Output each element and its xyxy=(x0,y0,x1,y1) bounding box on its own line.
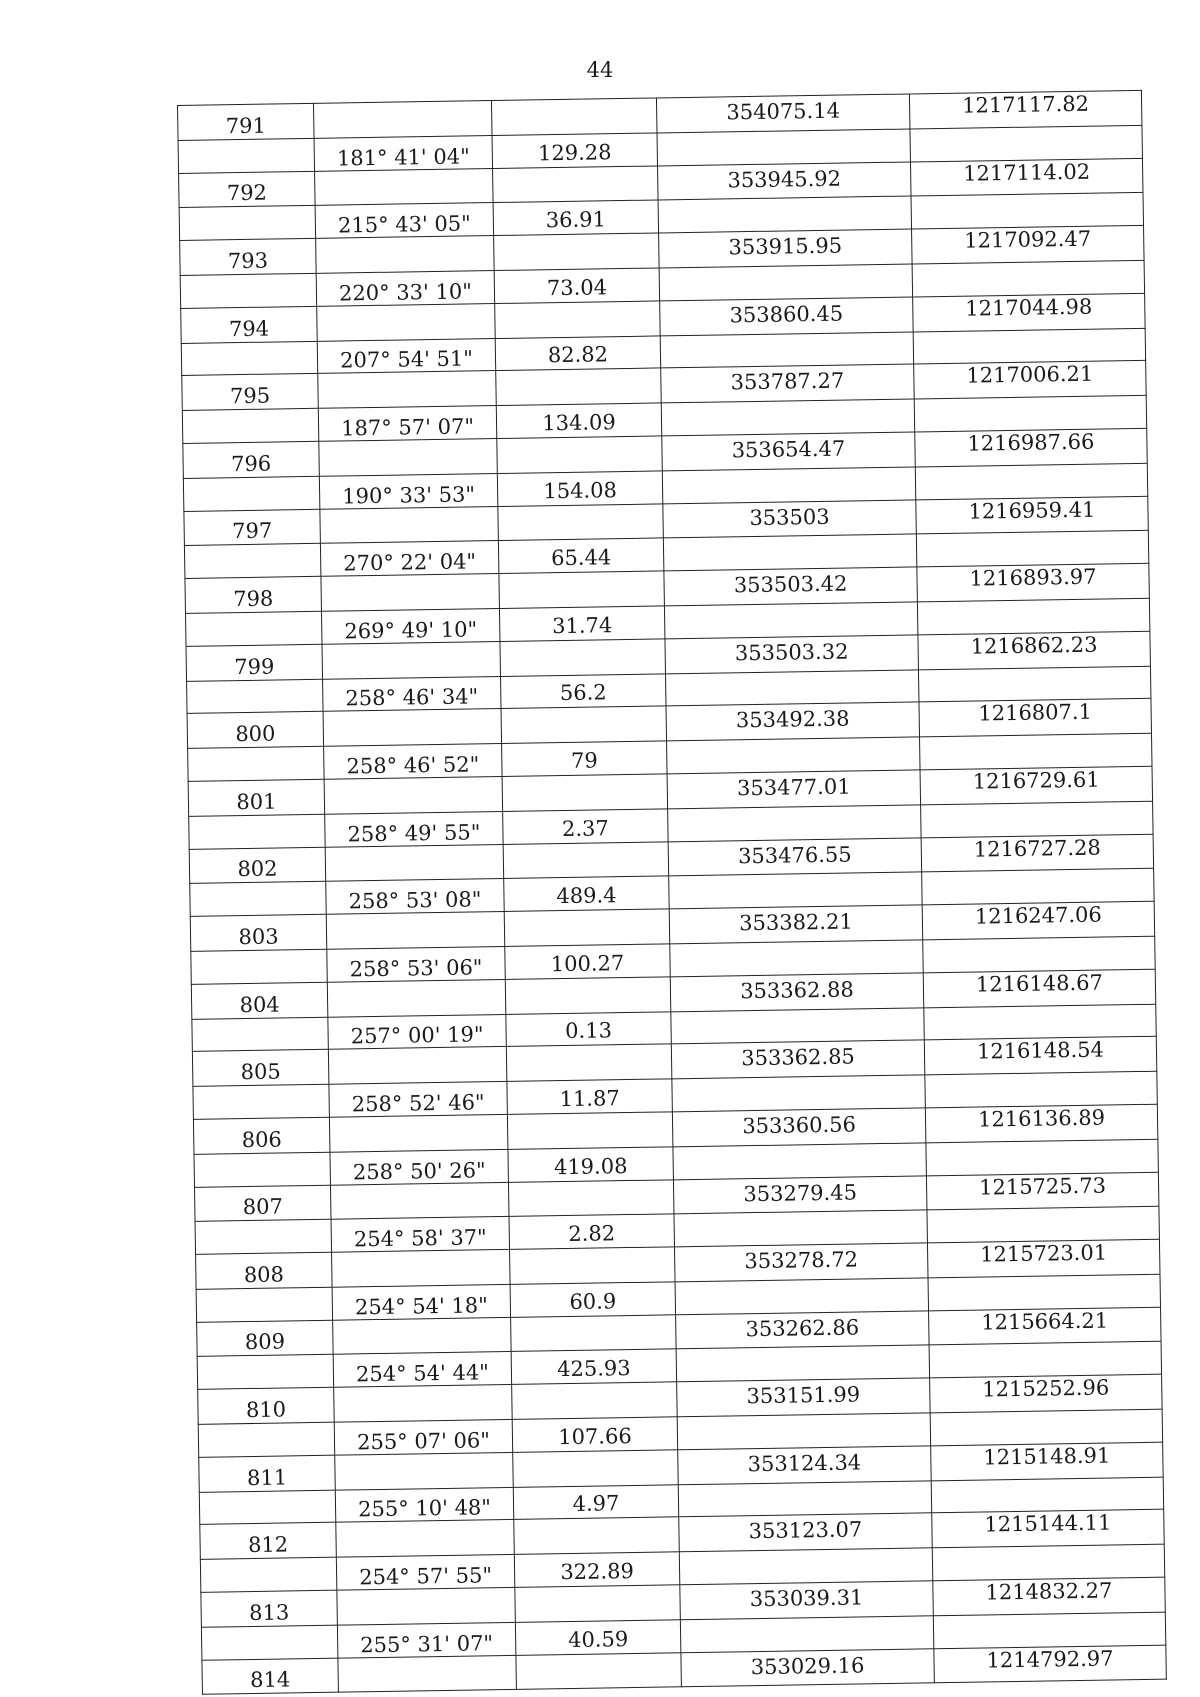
northing-value: 353476.55 xyxy=(668,837,922,876)
point-id: 804 xyxy=(191,982,328,1019)
distance-value: 73.04 xyxy=(494,268,659,303)
northing-value: 353362.88 xyxy=(670,973,924,1012)
bearing-value: 190° 33' 53" xyxy=(319,473,497,509)
empty-cell xyxy=(931,1477,1163,1513)
empty-cell xyxy=(672,1075,925,1112)
empty-cell xyxy=(329,1114,508,1152)
empty-cell xyxy=(317,303,496,341)
empty-cell xyxy=(502,774,668,811)
point-id: 808 xyxy=(196,1252,333,1289)
point-id: 806 xyxy=(193,1117,330,1154)
northing-value: 353262.86 xyxy=(676,1311,930,1350)
point-id: 803 xyxy=(190,914,327,951)
empty-cell xyxy=(506,1044,672,1081)
empty-cell xyxy=(927,1207,1159,1243)
northing-value: 353278.72 xyxy=(674,1243,928,1282)
empty-cell xyxy=(183,476,319,511)
easting-value: 1216729.61 xyxy=(920,766,1153,804)
easting-value: 1216727.28 xyxy=(921,834,1154,872)
distance-value: 0.13 xyxy=(506,1011,671,1046)
empty-cell xyxy=(670,940,923,977)
distance-value: 154.08 xyxy=(497,471,662,506)
empty-cell xyxy=(504,909,670,946)
easting-value: 1215144.11 xyxy=(932,1510,1165,1548)
empty-cell xyxy=(184,544,320,579)
empty-cell xyxy=(508,1179,674,1216)
bearing-value: 255° 31' 07" xyxy=(337,1622,515,1658)
empty-cell xyxy=(178,138,314,173)
empty-cell xyxy=(332,1250,511,1288)
easting-value: 1217044.98 xyxy=(913,293,1146,331)
empty-cell xyxy=(513,1450,679,1487)
northing-value: 354075.14 xyxy=(656,94,910,133)
northing-value: 353860.45 xyxy=(660,297,914,336)
distance-value: 31.74 xyxy=(499,606,664,641)
empty-cell xyxy=(921,801,1153,837)
bearing-value: 258° 52' 46" xyxy=(329,1082,507,1118)
coordinate-table xyxy=(177,90,1167,1695)
empty-cell xyxy=(917,598,1149,634)
empty-cell xyxy=(915,463,1147,499)
empty-cell xyxy=(200,1557,336,1592)
point-id: 795 xyxy=(182,374,319,411)
empty-cell xyxy=(507,1112,673,1149)
northing-value: 353654.47 xyxy=(662,432,916,471)
bearing-value: 258° 53' 06" xyxy=(327,946,505,982)
empty-cell xyxy=(930,1409,1162,1445)
bearing-value: 254° 54' 44" xyxy=(333,1352,511,1388)
northing-value: 353382.21 xyxy=(669,905,923,944)
easting-value: 1216959.41 xyxy=(916,496,1149,534)
point-id: 811 xyxy=(199,1455,336,1492)
northing-value: 353123.07 xyxy=(679,1513,933,1552)
point-id: 796 xyxy=(183,441,320,478)
distance-value: 425.93 xyxy=(511,1349,676,1384)
distance-value: 82.82 xyxy=(495,336,660,371)
empty-cell xyxy=(498,503,664,540)
empty-cell xyxy=(505,977,671,1014)
empty-cell xyxy=(337,1587,516,1625)
empty-cell xyxy=(318,371,497,409)
easting-value: 1214832.27 xyxy=(933,1577,1166,1615)
bearing-value: 254° 54' 18" xyxy=(332,1284,510,1320)
easting-value: 1217006.21 xyxy=(914,361,1147,399)
easting-value: 1216148.67 xyxy=(923,969,1156,1007)
empty-cell xyxy=(668,805,921,842)
empty-cell xyxy=(336,1520,515,1558)
bearing-value: 269° 49' 10" xyxy=(321,608,499,644)
empty-cell xyxy=(676,1345,929,1382)
northing-value: 353360.56 xyxy=(672,1108,926,1147)
northing-value: 353503.42 xyxy=(664,567,918,606)
northing-value: 353945.92 xyxy=(658,162,912,201)
empty-cell xyxy=(499,571,665,608)
empty-cell xyxy=(662,467,915,504)
bearing-value: 254° 58' 37" xyxy=(331,1217,509,1253)
northing-value: 353492.38 xyxy=(666,702,920,741)
bearing-value: 254° 57' 55" xyxy=(336,1555,514,1591)
empty-cell xyxy=(680,1616,933,1653)
empty-cell xyxy=(677,1413,930,1450)
easting-value: 1217114.02 xyxy=(910,158,1143,196)
easting-value: 1216136.89 xyxy=(925,1104,1158,1142)
distance-value: 129.28 xyxy=(492,133,657,168)
empty-cell xyxy=(657,129,910,166)
empty-cell xyxy=(503,841,669,878)
empty-cell xyxy=(325,844,504,882)
empty-cell xyxy=(924,1004,1156,1040)
easting-value: 1214792.97 xyxy=(934,1645,1167,1683)
empty-cell xyxy=(515,1585,681,1622)
empty-cell xyxy=(501,706,667,743)
northing-value: 353039.31 xyxy=(680,1581,934,1620)
distance-value: 2.82 xyxy=(509,1214,674,1249)
empty-cell xyxy=(916,531,1148,567)
empty-cell xyxy=(335,1452,514,1490)
empty-cell xyxy=(315,168,494,206)
easting-value: 1217117.82 xyxy=(909,90,1142,128)
empty-cell xyxy=(497,436,663,473)
point-id: 801 xyxy=(188,779,325,816)
empty-cell xyxy=(926,1139,1158,1175)
distance-value: 40.59 xyxy=(515,1620,680,1655)
empty-cell xyxy=(510,1247,676,1284)
empty-cell xyxy=(493,166,659,203)
empty-cell xyxy=(674,1210,927,1247)
empty-cell xyxy=(932,1544,1164,1580)
empty-cell xyxy=(199,1490,335,1525)
empty-cell xyxy=(334,1385,513,1423)
empty-cell xyxy=(659,264,912,301)
empty-cell xyxy=(321,574,500,612)
empty-cell xyxy=(912,260,1144,296)
distance-value: 11.87 xyxy=(507,1079,672,1114)
bearing-value: 207° 54' 51" xyxy=(317,338,495,374)
northing-value: 353503.32 xyxy=(665,635,919,674)
empty-cell xyxy=(182,408,318,443)
empty-cell xyxy=(338,1655,517,1693)
easting-value: 1217092.47 xyxy=(912,226,1145,264)
bearing-value: 258° 53' 08" xyxy=(326,879,504,915)
bearing-value: 257° 00' 19" xyxy=(328,1014,506,1050)
northing-value: 353503 xyxy=(663,500,917,539)
distance-value: 36.91 xyxy=(493,200,658,235)
empty-cell xyxy=(514,1517,680,1554)
distance-value: 489.4 xyxy=(504,876,669,911)
empty-cell xyxy=(322,641,501,679)
distance-value: 56.2 xyxy=(501,673,666,708)
empty-cell xyxy=(326,912,505,950)
empty-cell xyxy=(180,273,316,308)
bearing-value: 258° 46' 34" xyxy=(323,676,501,712)
empty-cell xyxy=(194,1152,330,1187)
point-id: 792 xyxy=(179,171,316,208)
point-id: 797 xyxy=(184,509,321,546)
empty-cell xyxy=(324,776,503,814)
empty-cell xyxy=(195,1220,331,1255)
empty-cell xyxy=(910,125,1142,161)
empty-cell xyxy=(918,666,1150,702)
empty-cell xyxy=(664,602,917,639)
empty-cell xyxy=(191,949,327,984)
empty-cell xyxy=(673,1143,926,1180)
empty-cell xyxy=(658,196,911,233)
distance-value: 2.37 xyxy=(503,809,668,844)
northing-value: 353915.95 xyxy=(659,229,913,268)
distance-value: 65.44 xyxy=(498,538,663,573)
empty-cell xyxy=(928,1274,1160,1310)
empty-cell xyxy=(197,1355,333,1390)
easting-value: 1216987.66 xyxy=(915,428,1148,466)
easting-value: 1215723.01 xyxy=(927,1239,1160,1277)
point-id: 793 xyxy=(180,239,317,276)
empty-cell xyxy=(667,737,920,774)
page-number: 44 xyxy=(586,58,614,82)
distance-value: 419.08 xyxy=(508,1147,673,1182)
easting-value: 1215252.96 xyxy=(930,1374,1163,1412)
empty-cell xyxy=(516,1652,682,1689)
distance-value: 100.27 xyxy=(505,944,670,979)
distance-value: 322.89 xyxy=(514,1552,679,1587)
distance-value: 60.9 xyxy=(510,1282,675,1317)
bearing-value: 258° 50' 26" xyxy=(330,1149,508,1185)
empty-cell xyxy=(933,1612,1165,1648)
point-id: 809 xyxy=(197,1320,334,1357)
northing-value: 353279.45 xyxy=(673,1175,927,1214)
bearing-value: 255° 07' 06" xyxy=(334,1419,512,1455)
northing-value: 353151.99 xyxy=(677,1378,931,1417)
empty-cell xyxy=(189,814,325,849)
bearing-value: 258° 46' 52" xyxy=(324,744,502,780)
northing-value: 353787.27 xyxy=(661,364,915,403)
point-id: 802 xyxy=(189,847,326,884)
bearing-value: 270° 22' 04" xyxy=(320,541,498,577)
empty-cell xyxy=(185,611,321,646)
empty-cell xyxy=(495,301,661,338)
northing-value: 353477.01 xyxy=(667,770,921,809)
distance-value: 79 xyxy=(502,741,667,776)
empty-cell xyxy=(679,1548,932,1585)
distance-value: 134.09 xyxy=(496,403,661,438)
empty-cell xyxy=(313,101,492,139)
point-id: 799 xyxy=(186,644,323,681)
empty-cell xyxy=(914,395,1146,431)
easting-value: 1216247.06 xyxy=(922,901,1155,939)
point-id: 814 xyxy=(202,1658,339,1695)
empty-cell xyxy=(333,1317,512,1355)
point-id: 805 xyxy=(192,1050,329,1087)
bearing-value: 220° 33' 10" xyxy=(316,271,494,307)
distance-value: 107.66 xyxy=(512,1417,677,1452)
bearing-value: 258° 49' 55" xyxy=(325,811,503,847)
empty-cell xyxy=(923,936,1155,972)
empty-cell xyxy=(181,341,317,376)
northing-value: 353124.34 xyxy=(678,1446,932,1485)
point-id: 800 xyxy=(187,712,324,749)
distance-value: 4.97 xyxy=(513,1484,678,1519)
empty-cell xyxy=(316,236,495,274)
point-id: 810 xyxy=(198,1387,335,1424)
empty-cell xyxy=(192,1017,328,1052)
easting-value: 1215664.21 xyxy=(929,1307,1162,1345)
empty-cell xyxy=(179,206,315,241)
empty-cell xyxy=(663,534,916,571)
easting-value: 1216148.54 xyxy=(924,1037,1157,1075)
empty-cell xyxy=(920,733,1152,769)
empty-cell xyxy=(323,709,502,747)
northing-value: 353029.16 xyxy=(681,1648,935,1687)
easting-value: 1216862.23 xyxy=(918,631,1151,669)
empty-cell xyxy=(188,746,324,781)
empty-cell xyxy=(675,1278,928,1315)
empty-cell xyxy=(201,1625,337,1660)
empty-cell xyxy=(911,193,1143,229)
empty-cell xyxy=(328,1047,507,1085)
empty-cell xyxy=(187,679,323,714)
empty-cell xyxy=(661,399,914,436)
bearing-value: 181° 41' 04" xyxy=(314,135,492,171)
empty-cell xyxy=(500,639,666,676)
empty-cell xyxy=(198,1422,334,1457)
empty-cell xyxy=(511,1315,677,1352)
empty-cell xyxy=(193,1084,329,1119)
empty-cell xyxy=(665,669,918,706)
empty-cell xyxy=(196,1287,332,1322)
empty-cell xyxy=(327,979,506,1017)
bearing-value: 215° 43' 05" xyxy=(315,203,493,239)
empty-cell xyxy=(671,1007,924,1044)
point-id: 791 xyxy=(178,103,315,140)
empty-cell xyxy=(320,506,499,544)
empty-cell xyxy=(925,1071,1157,1107)
empty-cell xyxy=(678,1480,931,1517)
empty-cell xyxy=(660,332,913,369)
point-id: 798 xyxy=(185,576,322,613)
easting-value: 1215725.73 xyxy=(926,1172,1159,1210)
empty-cell xyxy=(319,438,498,476)
northing-value: 353362.85 xyxy=(671,1040,925,1079)
empty-cell xyxy=(496,368,662,405)
point-id: 807 xyxy=(194,1185,331,1222)
empty-cell xyxy=(330,1182,509,1220)
easting-value: 1215148.91 xyxy=(931,1442,1164,1480)
easting-value: 1216893.97 xyxy=(917,563,1150,601)
bearing-value: 187° 57' 07" xyxy=(318,406,496,442)
empty-cell xyxy=(669,872,922,909)
easting-value: 1216807.1 xyxy=(919,699,1152,737)
empty-cell xyxy=(913,328,1145,364)
empty-cell xyxy=(190,882,326,917)
point-id: 794 xyxy=(181,306,318,343)
empty-cell xyxy=(929,1342,1161,1378)
empty-cell xyxy=(512,1382,678,1419)
empty-cell xyxy=(494,233,660,270)
coordinate-table-body xyxy=(178,90,1167,1694)
empty-cell xyxy=(922,869,1154,905)
bearing-value: 255° 10' 48" xyxy=(335,1487,513,1523)
empty-cell xyxy=(491,98,657,135)
point-id: 813 xyxy=(201,1590,338,1627)
point-id: 812 xyxy=(200,1523,337,1560)
